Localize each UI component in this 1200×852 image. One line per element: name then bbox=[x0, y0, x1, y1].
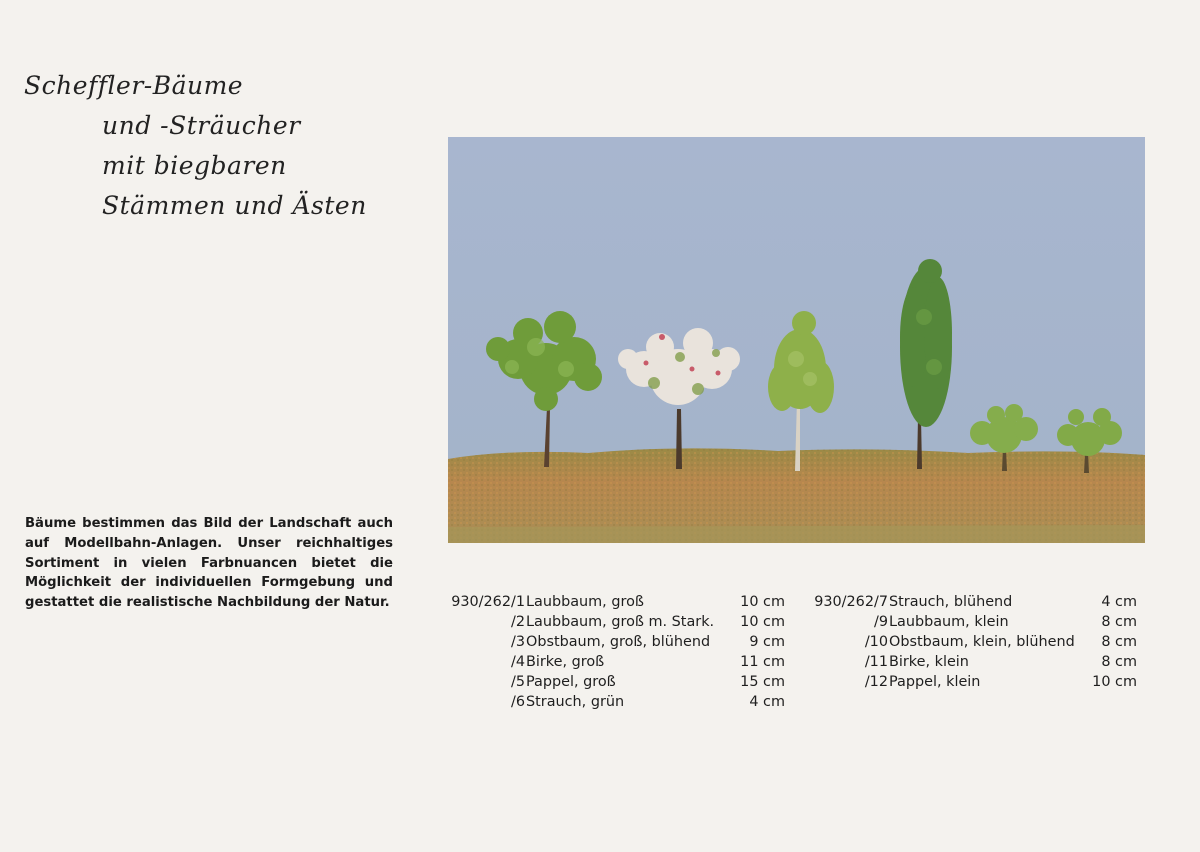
page-heading bbox=[24, 66, 367, 226]
heading-line-4: Stämmen und Ästen bbox=[102, 191, 367, 220]
catalog-row bbox=[797, 632, 1142, 652]
heading-line-3: mit biegbaren bbox=[102, 151, 287, 180]
item-description: Laubbaum, groß m. Stark. bbox=[526, 614, 715, 630]
item-size: 9 cm bbox=[749, 634, 785, 650]
item-description: Pappel, groß bbox=[526, 674, 616, 690]
item-description: Laubbaum, klein bbox=[889, 614, 1009, 630]
catalog-row bbox=[797, 672, 1142, 692]
catalog-row bbox=[440, 632, 790, 652]
catalog-row bbox=[797, 592, 1142, 612]
catalog-row bbox=[797, 612, 1142, 632]
item-size: 4 cm bbox=[1101, 594, 1137, 610]
catalog-row bbox=[440, 612, 790, 632]
item-code: /3 bbox=[510, 634, 525, 650]
item-size: 8 cm bbox=[1101, 634, 1137, 650]
item-size: 11 cm bbox=[740, 654, 785, 670]
item-code: 930/262/1 bbox=[451, 594, 525, 610]
item-size: 15 cm bbox=[740, 674, 785, 690]
item-description: Pappel, klein bbox=[889, 674, 981, 690]
item-code: /9 bbox=[873, 614, 888, 630]
item-code: /11 bbox=[864, 654, 888, 670]
item-code: /10 bbox=[864, 634, 888, 650]
item-description: Strauch, blühend bbox=[889, 594, 1013, 610]
catalog-row bbox=[440, 672, 790, 692]
item-description: Birke, klein bbox=[889, 654, 969, 670]
item-code: /2 bbox=[510, 614, 525, 630]
product-photo bbox=[448, 137, 1145, 543]
item-code: /6 bbox=[510, 694, 525, 710]
item-size: 10 cm bbox=[740, 594, 785, 610]
heading-line-2: und -Sträucher bbox=[102, 111, 301, 140]
item-code: /12 bbox=[864, 674, 888, 690]
item-size: 4 cm bbox=[749, 694, 785, 710]
item-description: Obstbaum, klein, blühend bbox=[889, 634, 1075, 650]
heading-line-1: Scheffler-Bäume bbox=[24, 71, 244, 100]
item-code: 930/262/7 bbox=[814, 594, 888, 610]
catalog-row bbox=[440, 692, 790, 712]
item-description: Obstbaum, groß, blühend bbox=[526, 634, 711, 650]
item-description: Laubbaum, groß bbox=[526, 594, 644, 610]
item-size: 10 cm bbox=[740, 614, 785, 630]
catalog-row bbox=[440, 592, 790, 612]
catalog-left-column bbox=[440, 592, 790, 712]
item-code: /5 bbox=[510, 674, 525, 690]
item-code: /4 bbox=[510, 654, 525, 670]
item-description: Birke, groß bbox=[526, 654, 605, 670]
intro-paragraph: Bäume bestimmen das Bild der Landschaft auch auf Modellbahn-Anlagen. Unser reichhaltiges Sortiment in vielen Farbnuancen bietet die Möglichkeit der individuellen Formgebung und gestattet die realistische Nachbildung der Natur. bbox=[25, 516, 393, 611]
item-size: 10 cm bbox=[1092, 674, 1137, 690]
item-size: 8 cm bbox=[1101, 614, 1137, 630]
catalog-right-column bbox=[797, 592, 1142, 692]
catalog-row bbox=[440, 652, 790, 672]
item-description: Strauch, grün bbox=[526, 694, 625, 710]
catalog-row bbox=[797, 652, 1142, 672]
item-size: 8 cm bbox=[1101, 654, 1137, 670]
